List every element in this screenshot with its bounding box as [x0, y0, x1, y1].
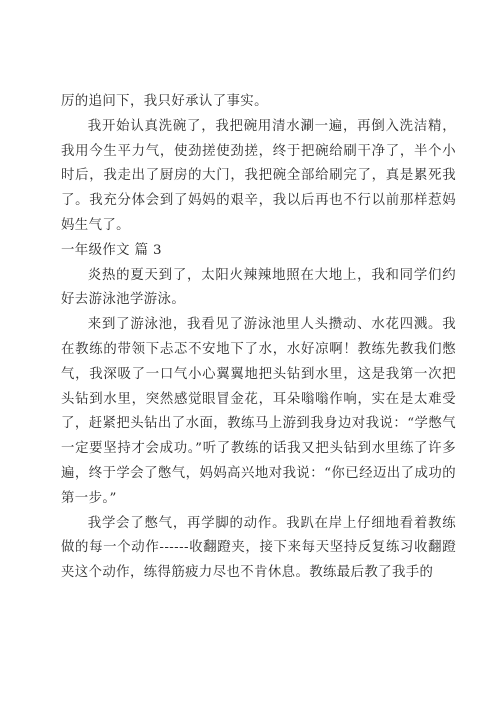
- document-body: [61, 90, 456, 586]
- paragraph-5: 我学会了憋气，再学脚的动作。我趴在岸上仔细地看着教练做的每一个动作------收翻蹬夹，接下来每天坚持反复练习收翻蹬夹这个动作，练得筋疲力尽也不肯休息。教练最后教了我手的: [61, 515, 456, 581]
- paragraph-4: 来到了游泳池，我看见了游泳池里人头攒动、水花四溅。我在教练的带领下忐忑不安地下了水，水好凉啊！教练先教我们憋气，我深吸了一口气小心翼翼地把头钻到水里，这是我第一次把头钻到水里，突然感觉眼冒金花，耳朵嗡嗡作响，实在是太难受了，赶紧把头钻出了水面，教练马上游到我身边对我说：“学憋气一定要坚持才会成功。”听了教练的话我又把头钻到水里练了许多遍，终于学会了憋气，妈妈高兴地对我说：“你已经迈出了成功的第一步。”: [61, 317, 456, 506]
- paragraph-1: 厉的追问下，我只好承认了事实。: [61, 94, 268, 109]
- paragraph-3: 炎热的夏天到了，太阳火辣辣地照在大地上，我和同学们约好去游泳池学游泳。: [61, 267, 456, 308]
- section-heading: 一年级作文 篇 3: [61, 242, 162, 258]
- paragraph-2: 我开始认真洗碗了，我把碗用清水涮一遍，再倒入洗洁精，我用今生平力气，使劲搓使劲搓，终于把碗给刷干净了，半个小时后，我走出了厨房的大门，我把碗全部给刷完了，真是累死我了。我充分体会到了妈妈的艰辛，我以后再也不行以前那样惹妈妈生气了。: [61, 118, 456, 233]
